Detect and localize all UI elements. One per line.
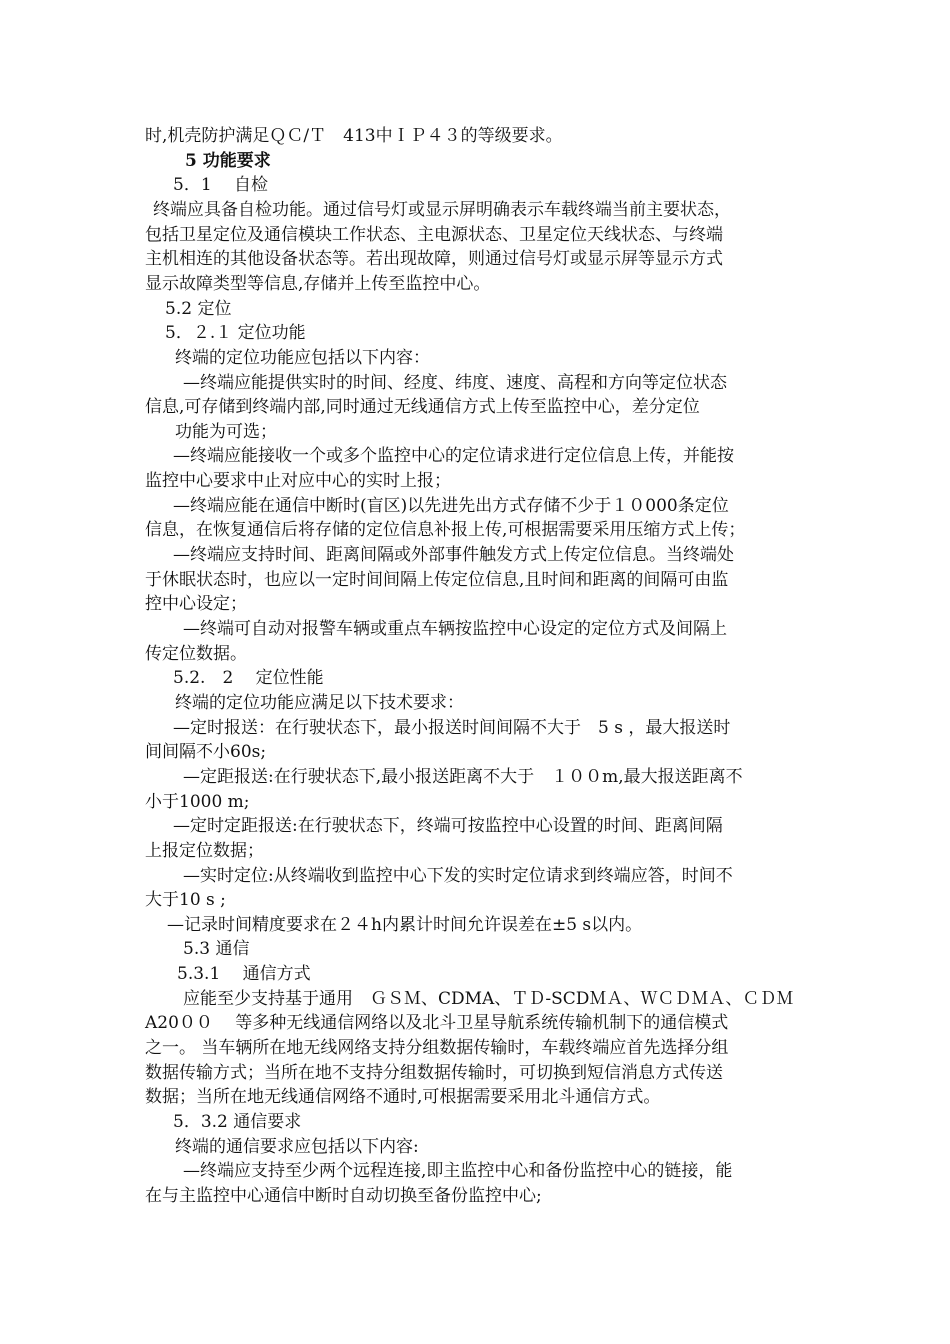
text-line: 主机相连的其他设备状态等。若出现故障，则通过信号灯或显示屏等显示方式 [145,249,723,269]
text-line: 5.2 定位 [165,299,232,319]
text-line: 小于1000 m; [145,792,250,812]
text-line: 包括卫星定位及通信模块工作状态、主电源状态、卫星定位天线状态、与终端 [145,225,723,245]
text-line: 间间隔不小60s; [145,742,267,762]
text-line: —终端应能接收一个或多个监控中心的定位请求进行定位信息上传，并能按 [173,446,734,466]
text-line: 5．3.2 通信要求 [173,1112,302,1132]
text-line: 控中心设定； [145,594,247,614]
text-line: 应能至少支持基于通用 ＧＳＭ、CDMA、ＴＤ-SCDＭＡ、ＷＣＤＭＡ、ＣＤＭ [183,989,794,1009]
text-line: 终端的定位功能应包括以下内容： [175,348,430,368]
text-line: —定时定距报送:在行驶状态下，终端可按监控中心设置的时间、距离间隔 [173,816,723,836]
text-line: —定距报送:在行驶状态下,最小报送距离不大于 １００m,最大报送距离不 [183,767,743,787]
text-line: 显示故障类型等信息,存储并上传至监控中心。 [145,274,491,294]
text-line: 5．1 自检 [173,175,269,195]
text-line: 监控中心要求中止对应中心的实时上报； [145,471,451,491]
text-line: 大于10 s ; [145,890,226,910]
text-line: —终端应能在通信中断时(盲区)以先进先出方式存储不少于１０000条定位 [173,496,729,516]
text-line: 终端应具备自检功能。通过信号灯或显示屏明确表示车载终端当前主要状态， [153,200,731,220]
text-line: 5.2. 2 定位性能 [173,668,324,688]
text-line: —终端应支持至少两个远程连接,即主监控中心和备份监控中心的链接，能 [183,1161,733,1181]
text-line: 数据；当所在地无线通信网络不通时,可根据需要采用北斗通信方式。 [145,1087,661,1107]
text-line: 于休眠状态时，也应以一定时间间隔上传定位信息,且时间和距离的间隔可由监 [145,570,729,590]
text-line: 5.3.1 通信方式 [177,964,311,984]
text-line: —记录时间精度要求在２４h内累计时间允许误差在±5 s以内。 [167,915,643,935]
text-line: 上报定位数据； [145,841,264,861]
text-line: —终端应能提供实时的时间、经度、纬度、速度、高程和方向等定位状态 [183,373,727,393]
text-line: A20００ 等多种无线通信网络以及北斗卫星导航系统传输机制下的通信模式 [145,1013,729,1033]
text-line: 功能为可选； [175,422,277,442]
text-line: —终端应支持时间、距离间隔或外部事件触发方式上传定位信息。当终端处 [173,545,734,565]
text-line: 信息,可存储到终端内部,同时通过无线通信方式上传至监控中心，差分定位 [145,397,700,417]
text-line: 传定位数据。 [145,644,247,664]
text-line: 时,机壳防护满足ＱＣ/Ｔ 413中ＩＰ４３的等级要求。 [145,126,563,146]
text-line: 信息，在恢复通信后将存储的定位信息补报上传,可根据需要采用压缩方式上传； [145,520,746,540]
text-line: 终端的通信要求应包括以下内容: [175,1137,419,1157]
text-line: —定时报送：在行驶状态下，最小报送时间间隔不大于 5 s ，最大报送时 [173,718,731,738]
text-line: 数据传输方式；当所在地不支持分组数据传输时，可切换到短信消息方式传送 [145,1063,723,1083]
text-line: 5 功能要求 [185,151,271,171]
text-line: —终端可自动对报警车辆或重点车辆按监控中心设定的定位方式及间隔上 [183,619,727,639]
text-line: 终端的定位功能应满足以下技术要求： [175,693,464,713]
text-line: —实时定位:从终端收到监控中心下发的实时定位请求到终端应答，时间不 [183,866,733,886]
text-line: 5.3 通信 [183,939,250,959]
text-line: 之一。 当车辆所在地无线网络支持分组数据传输时，车载终端应首先选择分组 [145,1038,729,1058]
text-line: 5．２.１ 定位功能 [165,323,306,343]
text-line: 在与主监控中心通信中断时自动切换至备份监控中心; [145,1186,542,1206]
